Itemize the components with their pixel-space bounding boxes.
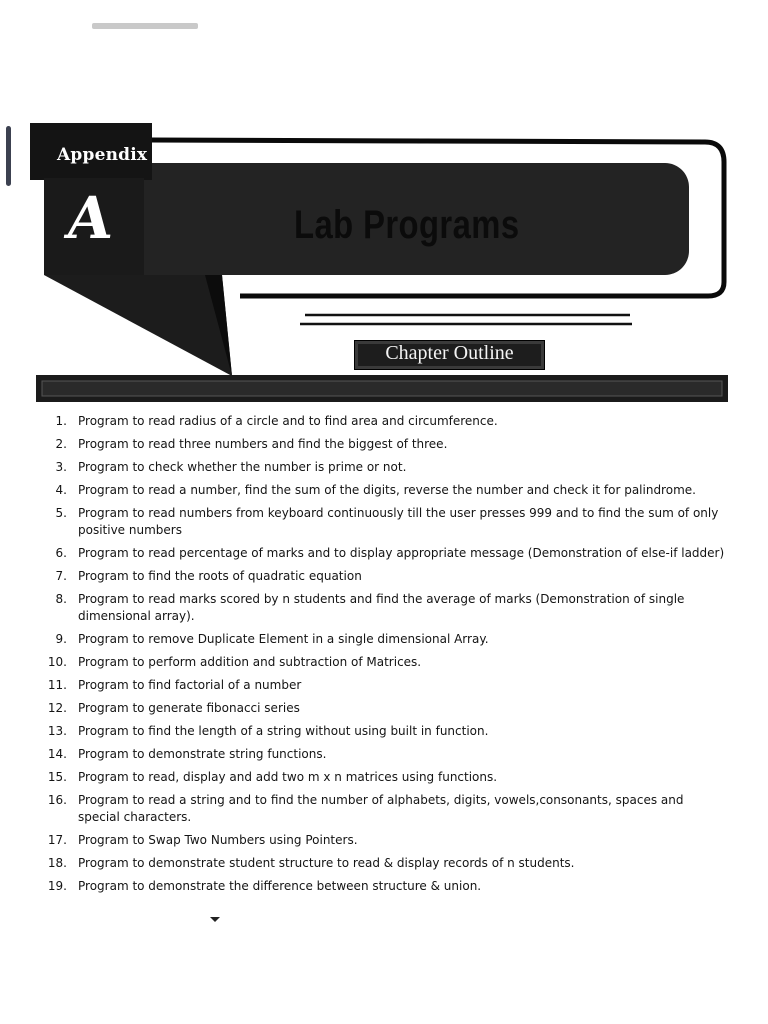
program-number: 10. [47, 655, 67, 669]
program-item [38, 723, 728, 740]
program-number: 19. [47, 879, 67, 893]
program-item [38, 677, 728, 694]
program-text: Program to read a number, find the sum of the digits, reverse the number and check it for palindrome. [78, 483, 696, 497]
program-item [38, 545, 728, 562]
program-text: Program to demonstrate the difference between structure & union. [78, 879, 482, 893]
program-text: Program to remove Duplicate Element in a single dimensional Array. [78, 632, 489, 646]
program-number: 7. [55, 569, 67, 583]
program-number: 2. [55, 437, 67, 451]
program-text: Program to Swap Two Numbers using Pointers. [78, 833, 358, 847]
program-text: Program to find factorial of a number [78, 678, 302, 692]
chapter-title: Lab Programs [294, 203, 520, 247]
program-item [38, 792, 728, 826]
program-item [38, 700, 728, 717]
program-list [38, 413, 728, 901]
program-number: 14. [47, 747, 67, 761]
program-item [38, 482, 728, 499]
program-item [38, 568, 728, 585]
program-text: Program to demonstrate string functions. [78, 747, 327, 761]
program-text: Program to find the length of a string without using built in function. [78, 724, 489, 738]
program-text: Program to generate fibonacci series [78, 701, 300, 715]
program-number: 6. [55, 546, 67, 560]
program-number: 9. [55, 632, 67, 646]
appendix-label: Appendix [57, 145, 148, 165]
program-item [38, 591, 728, 625]
program-number: 5. [55, 506, 67, 520]
program-number: 1. [55, 414, 67, 428]
program-number: 17. [47, 833, 67, 847]
program-item [38, 505, 728, 539]
program-item [38, 878, 728, 895]
chapter-outline-label: Chapter Outline [385, 342, 514, 364]
program-item [38, 832, 728, 849]
program-text: Program to read radius of a circle and to find area and circumference. [78, 414, 498, 428]
program-number: 11. [47, 678, 67, 692]
program-item [38, 654, 728, 671]
program-number: 12. [47, 701, 67, 715]
program-text: Program to demonstrate student structure to read & display records of n students. [78, 856, 575, 870]
program-number: 8. [55, 592, 67, 606]
ribbon-tail [44, 275, 232, 376]
program-item [38, 769, 728, 786]
program-text: Program to read numbers from keyboard continuously till the user presses 999 and to find the sum of only positive numbers [78, 506, 719, 537]
program-number: 16. [47, 793, 67, 807]
program-number: 3. [55, 460, 67, 474]
program-item [38, 631, 728, 648]
program-item [38, 459, 728, 476]
program-text: Program to read marks scored by n students and find the average of marks (Demonstration of single dimensional array). [78, 592, 685, 623]
program-item [38, 436, 728, 453]
program-text: Program to perform addition and subtraction of Matrices. [78, 655, 422, 669]
program-number: 15. [47, 770, 67, 784]
program-text: Program to check whether the number is prime or not. [78, 460, 407, 474]
program-text: Program to read, display and add two m x n matrices using functions. [78, 770, 498, 784]
program-item [38, 413, 728, 430]
program-item [38, 855, 728, 872]
program-text: Program to read a string and to find the number of alphabets, digits, vowels,consonants, spaces and special characters. [78, 793, 684, 824]
program-text: Program to find the roots of quadratic equation [78, 569, 362, 583]
program-number: 18. [47, 856, 67, 870]
program-number: 13. [47, 724, 67, 738]
program-text: Program to read three numbers and find the biggest of three. [78, 437, 448, 451]
program-number: 4. [55, 483, 67, 497]
program-item [38, 746, 728, 763]
ink-mark [210, 917, 220, 922]
program-text: Program to read percentage of marks and to display appropriate message (Demonstration of else-if ladder) [78, 546, 725, 560]
divider-bar-inner [42, 381, 722, 396]
appendix-letter: A [62, 184, 117, 252]
